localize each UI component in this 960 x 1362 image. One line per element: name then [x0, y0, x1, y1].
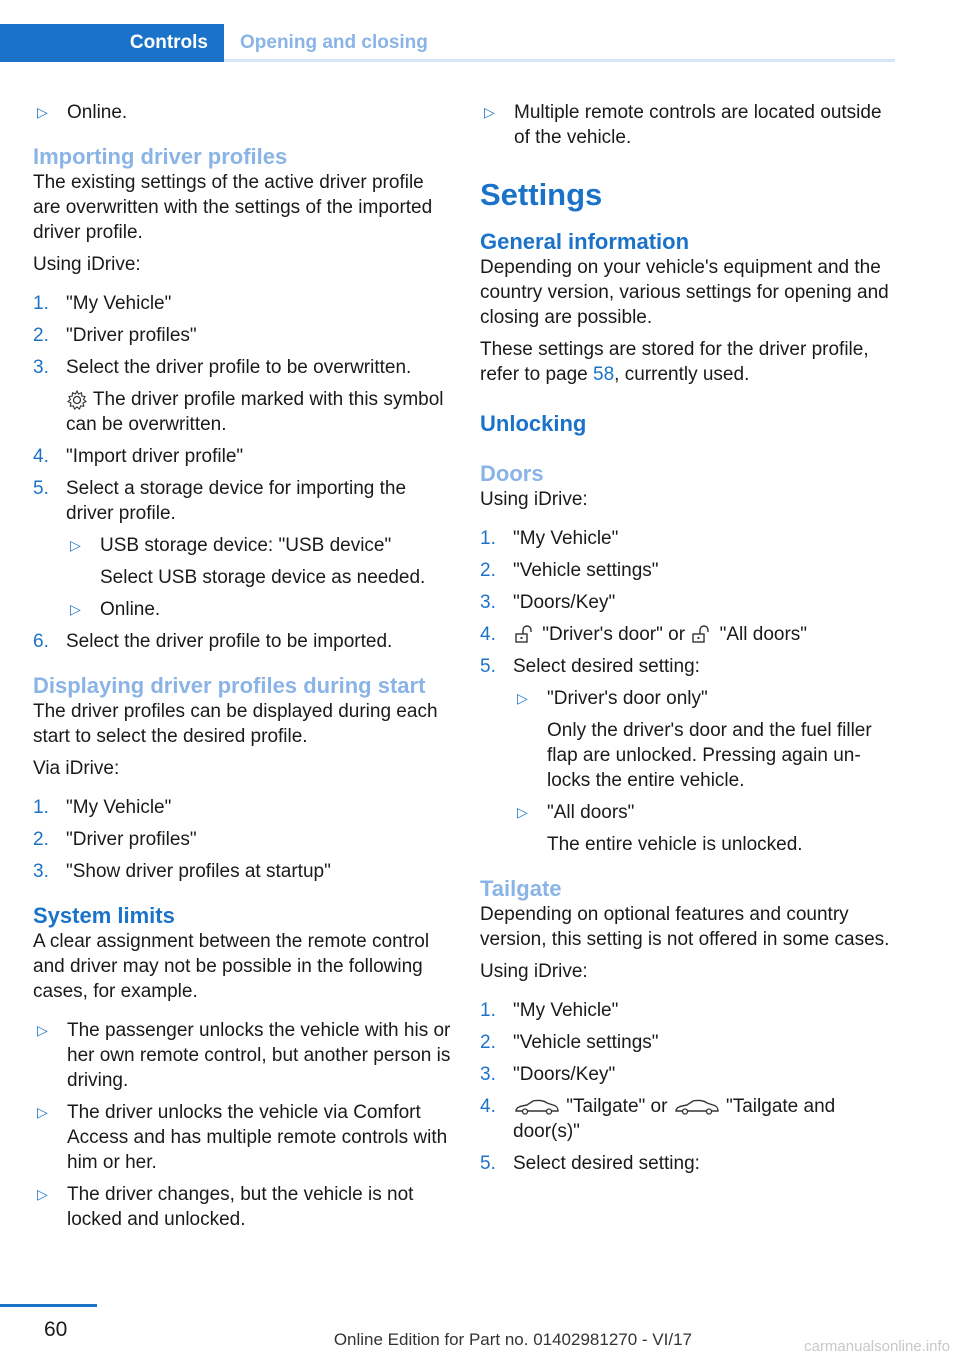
paragraph: Depending on your vehicle's equipment and the country version, various settings for opening and closing are possible.: [480, 257, 889, 328]
list-item: 6. Select the driver profile to be imported.: [33, 631, 393, 652]
triangle-bullet-icon: ▷: [37, 1104, 48, 1120]
limits-list: [33, 1018, 453, 1232]
section-heading-system-limits: System limits: [33, 903, 175, 928]
list-item: ▷ Multiple remote controls are located outside of the vehicle.: [484, 102, 882, 148]
section-heading-displaying: Displaying driver profiles during start: [33, 673, 426, 698]
list-item: 2. "Driver profiles": [33, 829, 197, 850]
list-item: ▷ USB storage device: "USB device" Select USB storage device as needed.: [70, 535, 426, 588]
list-item: ▷ The driver unlocks the vehicle via Comfort Access and has multiple remote controls with him or her.: [37, 1102, 448, 1173]
triangle-bullet-icon: ▷: [70, 537, 81, 553]
paragraph: The driver profiles can be displayed during each start to select the desired profile.: [33, 701, 438, 747]
triangle-bullet-icon: ▷: [484, 104, 495, 120]
list-item: ▷ "All doors" The entire vehicle is unlocked.: [517, 802, 803, 855]
list-item: 1. "My Vehicle": [480, 1000, 619, 1021]
list-item: 5. Select desired setting:: [480, 1153, 700, 1174]
car-outline-icon: [513, 1097, 561, 1117]
doors-steps: [480, 526, 895, 857]
section-heading-tailgate: Tailgate: [480, 876, 562, 901]
gear-icon: [66, 389, 88, 411]
tab-opening-and-closing[interactable]: Opening and closing: [240, 32, 428, 53]
triangle-bullet-icon: ▷: [37, 104, 48, 120]
section-heading-importing: Importing driver profiles: [33, 144, 288, 169]
triangle-bullet-icon: ▷: [37, 1186, 48, 1202]
unlock-icon: [690, 625, 714, 645]
paragraph: A clear assignment between the remote control and driver may not be possible in the following cases, for example.: [33, 931, 430, 1002]
paragraph: Using iDrive:: [33, 254, 141, 275]
tailgate-steps: [480, 998, 895, 1176]
list-item: 4. "Tailgate" or "Tailgate and door(s)": [480, 1096, 836, 1142]
display-steps: [33, 795, 453, 884]
edition-text: Online Edition for Part no. 01402981270 - VI/17: [333, 1330, 692, 1349]
tab-controls[interactable]: Controls: [0, 24, 224, 62]
list-item: 2. "Vehicle settings": [480, 1032, 659, 1053]
list-item: ▷ "Driver's door only" Only the driver's door and the fuel filler flap are unlocked. Pressing again unlocks the entire vehicle.: [517, 688, 872, 791]
list-item: 2. "Driver profiles": [33, 325, 197, 346]
paragraph: The existing settings of the active driver profile are overwritten with the settings of the imported driver profile.: [33, 172, 433, 243]
list-item: 3. "Doors/Key": [480, 592, 616, 613]
list-item: 5. Select desired setting: ▷ "Driver's door only" Only the driver's door and the fuel filler flap are unlocked. Pressing again unlocks the entire vehicle. ▷ "All doors" The entire vehicle is unlocked.: [480, 654, 895, 857]
section-heading-unlocking: Unlocking: [480, 411, 587, 436]
list-item: ▷ The driver changes, but the vehicle is not locked and unlocked.: [37, 1184, 414, 1230]
list-item: 1. "My Vehicle": [33, 797, 172, 818]
list-item: 5. Select a storage device for importing the driver profile. ▷ USB storage device: "USB device" Select USB storage device as needed. ▷ Online.: [33, 476, 453, 622]
watermark: carmanualsonline.info: [804, 1338, 950, 1355]
right-column: [480, 100, 895, 1183]
triangle-bullet-icon: ▷: [70, 601, 81, 617]
list-item: 3. "Doors/Key": [480, 1064, 616, 1085]
list-item: ▷ Online.: [37, 102, 128, 123]
import-steps: [33, 291, 453, 654]
unlock-icon: [513, 625, 537, 645]
list-item: 1. "My Vehicle": [33, 293, 172, 314]
list-item: ▷ The passenger unlocks the vehicle with his or her own remote control, but another person is driving.: [37, 1020, 451, 1091]
header-divider: [224, 59, 895, 62]
list-item: 3. "Show driver profiles at startup": [33, 861, 331, 882]
list-item: 1. "My Vehicle": [480, 528, 619, 549]
triangle-bullet-icon: ▷: [517, 690, 528, 706]
paragraph: Using iDrive:: [480, 961, 588, 982]
section-heading-general-information: General information: [480, 229, 690, 254]
paragraph: Via iDrive:: [33, 758, 120, 779]
car-outline-icon: [673, 1097, 721, 1117]
list-item: 4. "Driver's door" or "All doors": [480, 624, 808, 645]
list-item: 4. "Import driver profile": [33, 446, 244, 467]
left-column: [33, 100, 453, 1239]
paragraph: Using iDrive:: [480, 489, 588, 510]
list-item: 3. Select the driver profile to be overwritten. The driver profile marked with this symbol can be overwritten.: [33, 357, 444, 435]
triangle-bullet-icon: ▷: [37, 1022, 48, 1038]
page-number: 60: [44, 1318, 68, 1341]
triangle-bullet-icon: ▷: [517, 804, 528, 820]
paragraph: These settings are stored for the driver profile, refer to page 58, currently used.: [480, 339, 869, 385]
page-header: [0, 24, 895, 62]
section-heading-settings: Settings: [480, 177, 603, 212]
page-link[interactable]: 58: [593, 364, 615, 385]
paragraph: Depending on optional features and country version, this setting is not offered in some cases.: [480, 904, 890, 950]
footer-divider: [0, 1304, 97, 1307]
section-heading-doors: Doors: [480, 461, 544, 486]
list-item: ▷ Online.: [70, 599, 161, 620]
list-item: 2. "Vehicle settings": [480, 560, 659, 581]
